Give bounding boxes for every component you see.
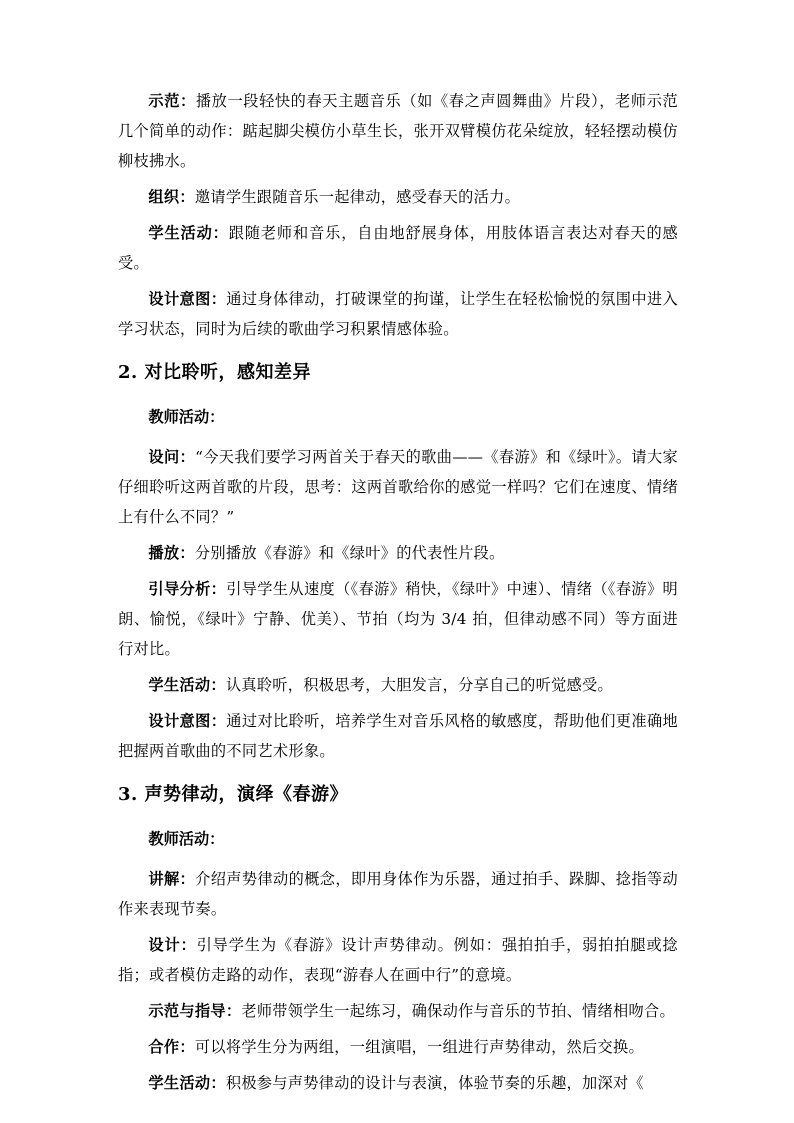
text-student-activity: 认真聆听，积极思考，大胆发言，分享自己的听觉感受。 (225, 676, 614, 694)
text-design-intent: 通过对比聆听，培养学生对音乐风格的敏感度，帮助他们更准确地把握两首歌曲的不同艺术形象。 (118, 712, 679, 760)
paragraph-organize (118, 182, 678, 212)
document-page (118, 86, 678, 1104)
label-demo-guide: 示范与指导： (148, 1002, 242, 1020)
paragraph-demo-guide (118, 996, 678, 1026)
text-design: 引导学生为《春游》设计声势律动。例如：强拍拍手，弱拍拍腿或捻指；或者模仿走路的动作，表现“游春人在画中行”的意境。 (118, 936, 678, 984)
paragraph-student-activity-1 (118, 218, 678, 278)
label-guide-analysis: 引导分析： (148, 580, 227, 598)
text-question: “今天我们要学习两首关于春天的歌曲——《春游》和《绿叶》。请大家仔细聆听这两首歌的片段，思考：这两首歌给你的感觉一样吗？它们在速度、情绪上有什么不同？” (118, 448, 678, 526)
paragraph-student-activity-2 (118, 670, 678, 700)
label-demo: 示范： (148, 92, 196, 110)
paragraph-cooperate (118, 1032, 678, 1062)
label-play: 播放： (148, 544, 195, 562)
teacher-activity-label-2: 教师活动： (148, 408, 225, 426)
label-student-activity: 学生活动： (148, 676, 226, 694)
section-heading-3: 3. 声势律动，演绎《春游》 (118, 784, 349, 805)
label-design-intent: 设计意图： (148, 712, 227, 730)
text-student-activity: 跟随老师和音乐，自由地舒展身体，用肢体语言表达对春天的感受。 (118, 224, 679, 272)
paragraph-guide-analysis (118, 574, 678, 664)
label-design-intent: 设计意图： (148, 290, 227, 308)
text-demo-guide: 老师带领学生一起练习，确保动作与音乐的节拍、情绪相吻合。 (241, 1002, 675, 1020)
label-student-activity: 学生活动： (148, 224, 229, 242)
label-design: 设计： (148, 936, 197, 954)
paragraph-demo (118, 86, 678, 176)
label-cooperate: 合作： (148, 1038, 195, 1056)
section-heading-2: 2. 对比聆听，感知差异 (118, 362, 312, 383)
text-design-intent: 通过身体律动，打破课堂的拘谨，让学生在轻松愉悦的氛围中进入学习状态，同时为后续的歌曲学习积累情感体验。 (118, 290, 679, 338)
text-cooperate: 可以将学生分为两组，一组演唱，一组进行声势律动，然后交换。 (194, 1038, 644, 1056)
text-play: 分别播放《春游》和《绿叶》的代表性片段。 (194, 544, 505, 562)
paragraph-student-activity-3 (118, 1068, 678, 1098)
paragraph-design-intent-2 (118, 706, 678, 766)
paragraph-play (118, 538, 678, 568)
paragraph-question (118, 442, 678, 532)
label-explain: 讲解： (148, 870, 196, 888)
paragraph-explain (118, 864, 678, 924)
label-student-activity: 学生活动： (148, 1074, 226, 1092)
label-question: 设问： (148, 448, 196, 466)
text-student-activity: 积极参与声势律动的设计与表演，体验节奏的乐趣，加深对《 (225, 1074, 644, 1092)
text-demo: 播放一段轻快的春天主题音乐（如《春之声圆舞曲》片段），老师示范几个简单的动作：踮起脚尖模仿小草生长，张开双臂模仿花朵绽放，轻轻摆动模仿柳枝拂水。 (118, 92, 678, 170)
text-organize: 邀请学生跟随音乐一起律动，感受春天的活力。 (194, 188, 521, 206)
text-guide-analysis: 引导学生从速度（《春游》稍快，《绿叶》中速）、情绪（《春游》明朗、愉悦，《绿叶》宁静、优美）、节拍（均为 3/4 拍，但律动感不同）等方面进行对比。 (118, 580, 679, 658)
teacher-activity-label-3: 教师活动： (148, 830, 225, 848)
text-explain: 介绍声势律动的概念，即用身体作为乐器，通过拍手、跺脚、捻指等动作来表现节奏。 (118, 870, 678, 918)
paragraph-design (118, 930, 678, 990)
label-organize: 组织： (148, 188, 195, 206)
paragraph-design-intent-1 (118, 284, 678, 344)
